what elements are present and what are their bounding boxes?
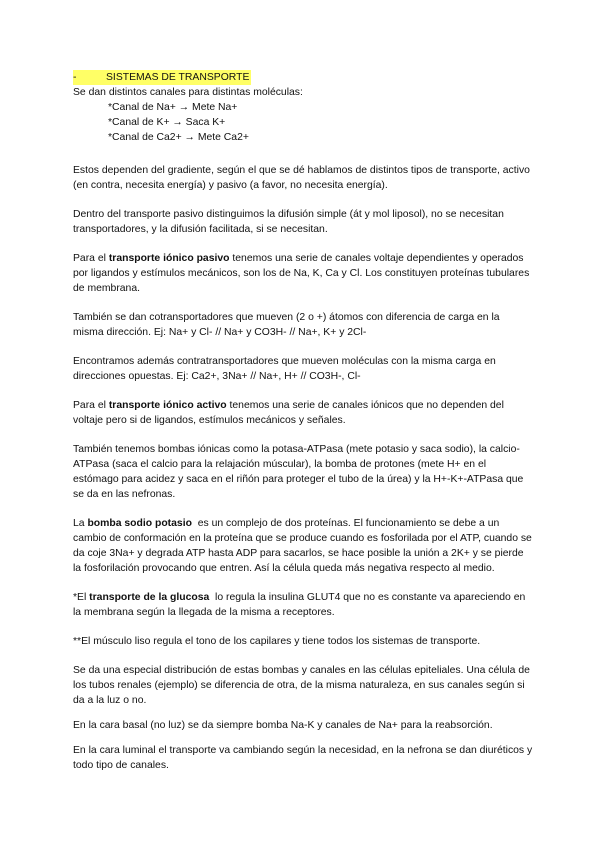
bold-term: transporte iónico activo — [108, 400, 227, 411]
paragraph-cotransporters: También se dan cotransportadores que mueven (2 o +) átomos con diferencia de carga en la misma dirección. Ej: Na+ y Cl- // Na+ y CO3H- // Na+, K+ y 2Cl- — [73, 312, 500, 338]
bold-term: bomba sodio potasio — [87, 518, 192, 529]
paragraph-luminal-face: En la cara luminal el transporte va cambiando según la necesidad, en la nefrona se dan diuréticos y todo tipo de canales. — [73, 745, 533, 771]
paragraph-sodium-potassium-pump: La bomba sodio potasio es un complejo de dos proteínas. El funcionamiento se debe a un cambio de conformación en la proteína que se produce cuando es fosforilada por el ATP, cuando se da coje 3Na+ y degrada ATP hasta ADP para sacarlos, se hace posible la unión a 2K+ y se pierde la fosforilación provocando que entren. Así la célula queda más negativa respecto al medio. — [73, 518, 535, 574]
paragraph-passive-transport: Dentro del transporte pasivo distinguimos la difusión simple (át y mol liposol), no se necesitan transportadores, y la difusión facilitada, si se necesitan. — [73, 209, 504, 235]
intro-line: Se dan distintos canales para distintas moléculas: — [73, 87, 303, 98]
title-dash: - — [73, 72, 77, 83]
paragraph-ionic-pumps: También tenemos bombas iónicas como la potasa-ATPasa (mete potasio y saca sodio), la calcio-ATPasa (saca el calcio para la relajación múscular), la bomba de protones (mete H+ en el estómago para acidez y saca en el riñón para proteger el tubo de la úrea) y la H+-K+-ATPasa que se da en las nefronas. — [73, 444, 524, 500]
paragraph-glucose-transport: *El transporte de la glucosa lo regula la insulina GLUT4 que no es constante va apareciendo en la membrana según la llegada de la misma a receptores. — [73, 592, 529, 618]
paragraph-gradient: Estos dependen del gradiente, según el que se dé hablamos de distintos tipos de transporte, activo (en contra, necesita energía) y pasivo (a favor, no necesita energía). — [73, 165, 530, 191]
bold-term: transporte iónico pasivo — [108, 253, 230, 264]
paragraph-countertransporters: Encontramos además contratransportadores que mueven moléculas con la misma carga en direcciones opuestas. Ej: Ca2+, 3Na+ // Na+, H+ // CO3H-, Cl- — [73, 356, 496, 382]
channel-item: *Canal de K+ → Saca K+ — [108, 117, 226, 128]
paragraph-basal-face: En la cara basal (no luz) se da siempre bomba Na-K y canales de Na+ para la reabsorción. — [73, 720, 493, 731]
channel-item: *Canal de Ca2+ → Mete Ca2+ — [108, 132, 249, 143]
paragraph-epithelial-distribution: Se da una especial distribución de estas bombas y canales en las células epiteliales. Una célula de los tubos renales (ejemplo) se diferencia de otra, de la misma naturaleza, en sus canales según si da a la luz o no. — [73, 665, 530, 706]
section-heading — [73, 70, 533, 85]
document-body — [73, 70, 533, 773]
title-text: SISTEMAS DE TRANSPORTE — [106, 72, 250, 83]
channel-item: *Canal de Na+ → Mete Na+ — [108, 102, 238, 113]
highlighted-title — [73, 70, 251, 85]
bold-term: transporte de la glucosa — [89, 592, 210, 603]
paragraph-active-ionic: Para el transporte iónico activo tenemos una serie de canales iónicos que no dependen del voltaje pero si de ligandos, estímulos mecánicos y señales. — [73, 400, 504, 426]
paragraph-smooth-muscle: **El músculo liso regula el tono de los capilares y tiene todos los sistemas de transporte. — [73, 636, 481, 647]
paragraph-passive-ionic: Para el transporte iónico pasivo tenemos una serie de canales voltaje dependientes y operados por ligandos y estímulos mecánicos, son los de Na, K, Ca y Cl. Los constituyen proteínas tubulares de membrana. — [73, 253, 530, 294]
